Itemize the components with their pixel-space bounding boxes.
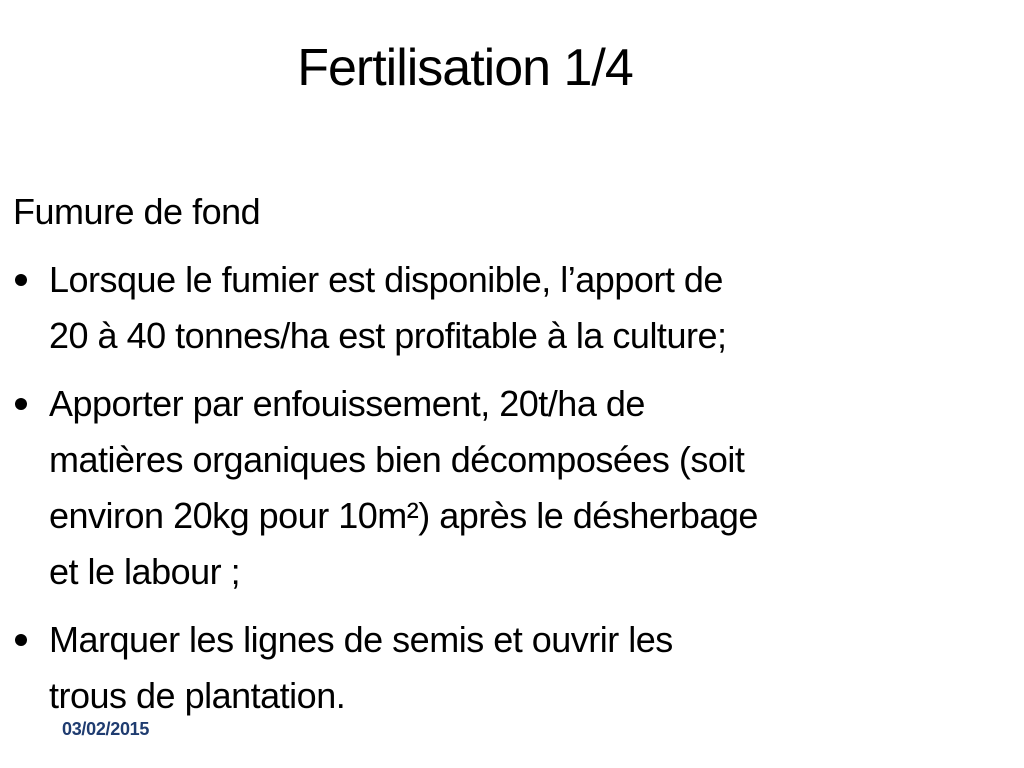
- bullet-dot-icon: [15, 634, 27, 646]
- slide-date: 03/02/2015: [62, 719, 150, 739]
- slide-body: [13, 184, 973, 736]
- bullet-line: matières organiques bien décomposées (soit: [49, 439, 745, 480]
- bullet-line: Marquer les lignes de semis et ouvrir les: [49, 619, 673, 660]
- bullet-text: [49, 252, 726, 364]
- bullet-item: [13, 612, 973, 724]
- slide-title: Fertilisation 1/4: [297, 39, 633, 97]
- bullet-line: Apporter par enfouissement, 20t/ha de: [49, 383, 645, 424]
- body-heading: Fumure de fond: [13, 191, 261, 232]
- bullet-line: Lorsque le fumier est disponible, l’apport de: [49, 259, 723, 300]
- bullet-line: 20 à 40 tonnes/ha est profitable à la culture;: [49, 315, 727, 356]
- bullet-line: et le labour ;: [49, 551, 241, 592]
- bullet-dot-icon: [15, 274, 27, 286]
- bullet-line: environ 20kg pour 10m²) après le désherbage: [49, 495, 758, 536]
- bullet-dot-icon: [15, 398, 27, 410]
- bullet-item: [13, 376, 973, 600]
- bullet-text: [49, 612, 673, 724]
- bullet-item: [13, 252, 973, 364]
- bullet-line: trous de plantation.: [49, 675, 346, 716]
- bullet-text: [49, 376, 758, 600]
